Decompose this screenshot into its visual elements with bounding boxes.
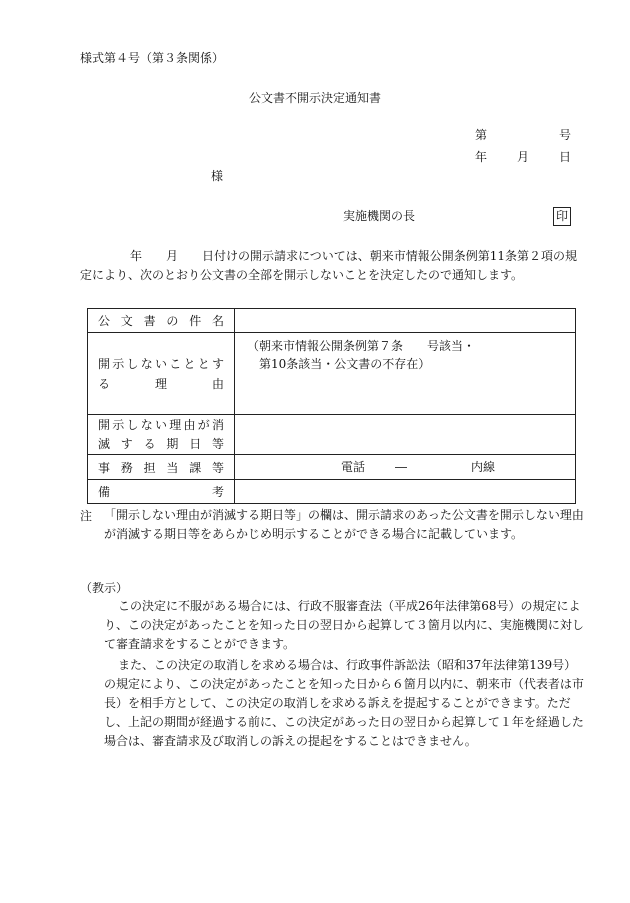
subject-value — [235, 309, 576, 333]
table-row-remarks — [88, 480, 576, 504]
expiry-value — [235, 415, 576, 455]
phone-label: 電話 — [341, 460, 366, 474]
disclosure-table — [87, 308, 576, 504]
table-row-expiry — [88, 415, 576, 455]
issuer-title: 実施機関の長 — [343, 209, 416, 223]
doc-number-prefix: 第 — [475, 128, 488, 142]
reason-label: 開示しないこととす る理由 — [88, 333, 235, 415]
phone-dash: ― — [395, 460, 407, 474]
addressee-suffix: 様 — [211, 169, 224, 183]
document-title: 公文書不開示決定通知書 — [248, 91, 381, 105]
date-year: 年 — [475, 150, 488, 164]
subject-label: 公文書の件名 — [88, 309, 235, 333]
instruction-heading: （教示） — [80, 581, 129, 595]
remarks-label: 備考 — [88, 480, 235, 504]
reason-value-line1: （朝来市情報公開条例第７条 号該当・ — [247, 339, 476, 353]
department-value — [235, 455, 576, 480]
reason-value-line2: 第10条該当・公文書の不存在） — [259, 357, 431, 371]
expiry-label: 開示しない理由が消 滅する期日等 — [88, 415, 235, 455]
note-text: 「開示しない理由が消滅する期日等」の欄は、開示請求のあった公文書を開示しない理由が消滅する期日等をあらかじめ明示することができる場合に記載しています。 — [104, 508, 584, 541]
instruction-paragraph-2: また、この決定の取消しを求める場合は、行政事件訴訟法（昭和37年法律第139号）の規定により、この決定があったことを知った日から６箇月以内に、朝来市（代表者は市長）を相手方として、この決定の取消しを求める訴えを提起することができます。ただし、上記の期間が経過する前に、この決定があった日の翌日から起算して１年を経過した場合は、審査請求及び取消しの訴えの提起をすることはできません。 — [104, 658, 584, 748]
form-number: 様式第４号（第３条関係） — [80, 51, 225, 65]
date-month: 月 — [517, 150, 530, 164]
body-paragraph: 年 月 日付けの開示請求については、朝来市情報公開条例第11条第２項の規定により、次のとおり公文書の全部を開示しないことを決定したので通知します。 — [80, 249, 578, 282]
table-row-subject — [88, 309, 576, 333]
reason-value — [235, 333, 576, 415]
extension-label: 内線 — [471, 460, 496, 474]
seal-mark: 印 — [553, 207, 571, 226]
table-row-reason — [88, 333, 576, 415]
note-marker: 注 — [80, 509, 93, 523]
department-label: 事務担当課等 — [88, 455, 235, 480]
table-row-department — [88, 455, 576, 480]
instruction-paragraph-1: この決定に不服がある場合には、行政不服審査法（平成26年法律第68号）の規定により、この決定があったことを知った日の翌日から起算して３箇月以内に、実施機関に対して審査請求をすることができます。 — [104, 599, 584, 651]
remarks-value — [235, 480, 576, 504]
doc-number-suffix: 号 — [559, 128, 572, 142]
date-day: 日 — [559, 150, 572, 164]
